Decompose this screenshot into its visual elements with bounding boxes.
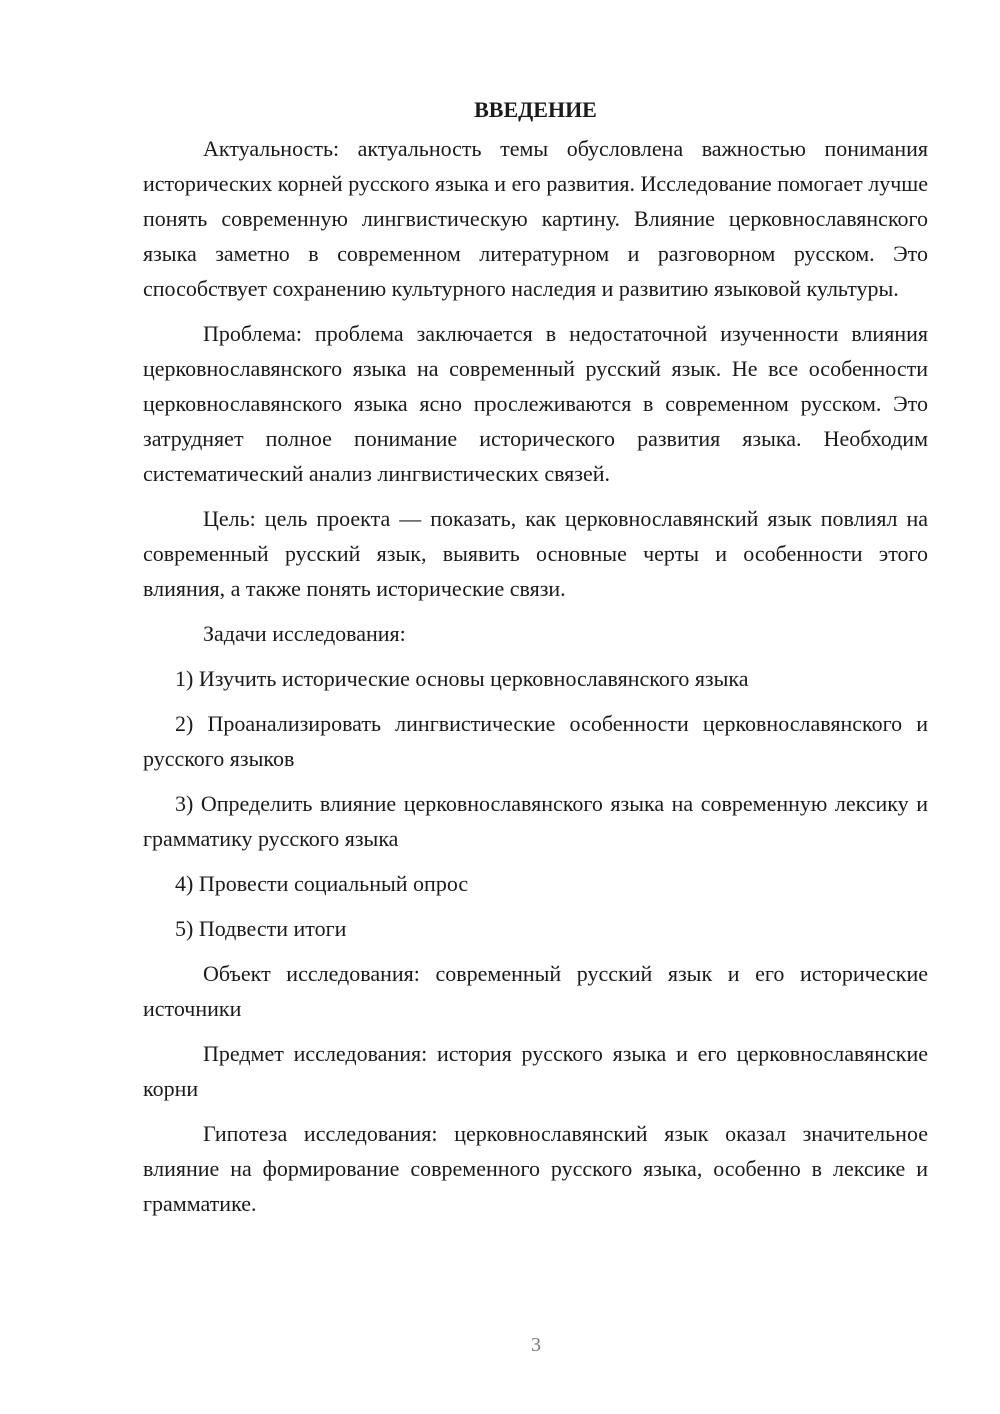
task-item: 4) Провести социальный опрос xyxy=(175,871,469,896)
subject-paragraph: Предмет исследования: история русского языка и его церковнославянские корни xyxy=(143,1041,928,1101)
document-body xyxy=(143,92,928,1221)
section-title: ВВЕДЕНИЕ xyxy=(474,97,597,122)
task-item: 1) Изучить исторические основы церковнославянского языка xyxy=(175,666,749,691)
relevance-paragraph: Актуальность: актуальность темы обусловлена важностью понимания исторических корней русского языка и его развития. Исследование помогает лучше понять современную лингвистическую картину. Влияние церковнославянского языка заметно в современном литературном и разговорном русском. Это способствует сохранению культурного наследия и развитию языковой культуры. xyxy=(143,136,928,301)
goal-paragraph: Цель: цель проекта — показать, как церковнославянский язык повлиял на современный русский язык, выявить основные черты и особенности этого влияния, а также понять исторические связи. xyxy=(143,506,928,601)
page-number: 3 xyxy=(531,1334,541,1356)
problem-paragraph: Проблема: проблема заключается в недостаточной изученности влияния церковнославянского языка на современный русский язык. Не все особенности церковнославянского языка ясно прослеживаются в современном русском. Это затрудняет полное понимание исторического развития языка. Необходим систематический анализ лингвистических связей. xyxy=(143,321,928,486)
object-paragraph: Объект исследования: современный русский язык и его исторические источники xyxy=(143,961,928,1021)
task-item: 5) Подвести итоги xyxy=(175,916,347,941)
task-item: 2) Проанализировать лингвистические особенности церковнославянского и русского языков xyxy=(143,711,928,771)
tasks-heading: Задачи исследования: xyxy=(203,621,406,646)
hypothesis-paragraph: Гипотеза исследования: церковнославянский язык оказал значительное влияние на формирование современного русского языка, особенно в лексике и грамматике. xyxy=(143,1121,928,1216)
task-item: 3) Определить влияние церковнославянского языка на современную лексику и грамматику русского языка xyxy=(143,791,928,851)
